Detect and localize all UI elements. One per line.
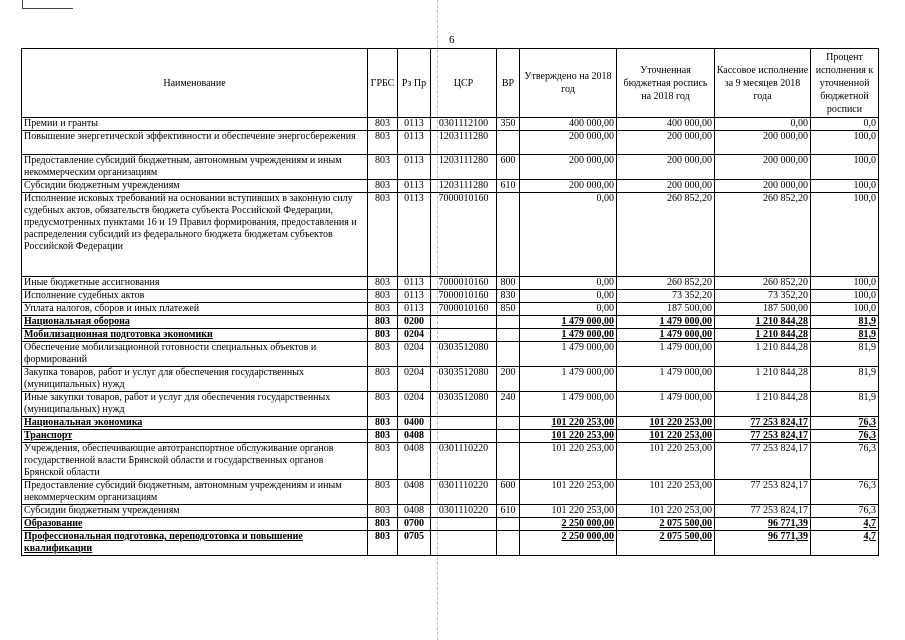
cell-percent: 100,0 — [811, 155, 879, 180]
table-row — [22, 329, 879, 342]
cell-cash: 77 253 824,17 — [715, 430, 811, 443]
cell-approved: 1 479 000,00 — [520, 329, 617, 342]
cell-name: Национальная оборона — [22, 316, 368, 329]
cell-csr — [431, 518, 497, 531]
cell-name: Исполнение исковых требований на основании вступивших в законную силу судебных актов, обязательств бюджета субъекта Российской Федерации, предусмотренных пунктами 16 и 19 Правил формирования, предоставления и распределения субсидий из федерального бюджета бюджетам субъектов Российской Федерации — [22, 193, 368, 277]
cell-cash: 1 210 844,28 — [715, 316, 811, 329]
cell-name: Исполнение судебных актов — [22, 290, 368, 303]
cell-grbs: 803 — [368, 316, 398, 329]
header-percent: Процент исполнения к уточненной бюджетной росписи — [811, 49, 879, 118]
cell-cash: 260 852,20 — [715, 277, 811, 290]
cell-percent: 4,7 — [811, 531, 879, 556]
page-number: 6 — [449, 34, 455, 46]
cell-approved: 1 479 000,00 — [520, 342, 617, 367]
cell-vr: 600 — [497, 480, 520, 505]
cell-rzpr: 0700 — [398, 518, 431, 531]
cell-csr: 1203111280 — [431, 155, 497, 180]
cell-name: Закупка товаров, работ и услуг для обеспечения государственных (муниципальных) нужд — [22, 367, 368, 392]
cell-name: Национальная экономика — [22, 417, 368, 430]
header-name: Наименование — [22, 49, 368, 118]
cell-cash: 1 210 844,28 — [715, 392, 811, 417]
table-row — [22, 367, 879, 392]
cell-cash: 200 000,00 — [715, 180, 811, 193]
cell-csr — [431, 531, 497, 556]
cell-vr: 610 — [497, 505, 520, 518]
cell-name: Обеспечение мобилизационной готовности специальных объектов и формирований — [22, 342, 368, 367]
header-approved: Утверждено на 2018 год — [520, 49, 617, 118]
table-row — [22, 392, 879, 417]
cell-grbs: 803 — [368, 290, 398, 303]
cell-rzpr: 0408 — [398, 443, 431, 480]
table-row — [22, 277, 879, 290]
cell-grbs: 803 — [368, 155, 398, 180]
cell-grbs: 803 — [368, 417, 398, 430]
cell-vr: 350 — [497, 118, 520, 131]
cell-refined: 1 479 000,00 — [617, 367, 715, 392]
cell-cash: 73 352,20 — [715, 290, 811, 303]
table-row — [22, 480, 879, 505]
header-rzpr: Рз Пр — [398, 49, 431, 118]
cell-vr: 830 — [497, 290, 520, 303]
cell-name: Иные бюджетные ассигнования — [22, 277, 368, 290]
cell-name: Повышение энергетической эффективности и обеспечение энергосбережения — [22, 131, 368, 155]
cell-refined: 187 500,00 — [617, 303, 715, 316]
cell-refined: 2 075 500,00 — [617, 531, 715, 556]
cell-name: Уплата налогов, сборов и иных платежей — [22, 303, 368, 316]
cell-refined: 1 479 000,00 — [617, 392, 715, 417]
cell-grbs: 803 — [368, 392, 398, 417]
table-row — [22, 342, 879, 367]
cell-csr: 0303512080 — [431, 367, 497, 392]
header-vr: ВР — [497, 49, 520, 118]
cell-csr: 1203111280 — [431, 131, 497, 155]
table-row — [22, 180, 879, 193]
cell-refined: 101 220 253,00 — [617, 480, 715, 505]
cell-refined: 101 220 253,00 — [617, 417, 715, 430]
cell-cash: 200 000,00 — [715, 155, 811, 180]
cell-vr — [497, 131, 520, 155]
cell-name: Образование — [22, 518, 368, 531]
cell-name: Мобилизационная подготовка экономики — [22, 329, 368, 342]
cell-csr: 7000010160 — [431, 303, 497, 316]
cell-percent: 100,0 — [811, 277, 879, 290]
cell-vr: 200 — [497, 367, 520, 392]
table-row — [22, 155, 879, 180]
table-row — [22, 131, 879, 155]
cell-name: Учреждения, обеспечивающие автотранспортное обслуживание органов государственной власти Брянской области и государственных органов Брянской области — [22, 443, 368, 480]
cell-refined: 101 220 253,00 — [617, 443, 715, 480]
cell-approved: 0,00 — [520, 290, 617, 303]
cell-percent: 76,3 — [811, 430, 879, 443]
cell-vr — [497, 518, 520, 531]
cell-rzpr: 0204 — [398, 329, 431, 342]
cell-grbs: 803 — [368, 531, 398, 556]
cell-name: Предоставление субсидий бюджетным, автономным учреждениям и иным некоммерческим организациям — [22, 480, 368, 505]
cell-csr: 0303512080 — [431, 392, 497, 417]
cell-vr: 240 — [497, 392, 520, 417]
table-row — [22, 417, 879, 430]
cell-grbs: 803 — [368, 303, 398, 316]
cell-csr: 0301110220 — [431, 505, 497, 518]
cell-percent: 0,0 — [811, 118, 879, 131]
cell-rzpr: 0204 — [398, 342, 431, 367]
cell-rzpr: 0113 — [398, 131, 431, 155]
table-row — [22, 316, 879, 329]
cell-cash: 200 000,00 — [715, 131, 811, 155]
cell-refined: 200 000,00 — [617, 131, 715, 155]
cell-rzpr: 0204 — [398, 367, 431, 392]
cell-percent: 81,9 — [811, 392, 879, 417]
cell-refined: 260 852,20 — [617, 277, 715, 290]
cell-percent: 76,3 — [811, 443, 879, 480]
cell-rzpr: 0113 — [398, 155, 431, 180]
table-row — [22, 303, 879, 316]
cell-vr — [497, 316, 520, 329]
cell-grbs: 803 — [368, 277, 398, 290]
cell-csr: 7000010160 — [431, 193, 497, 277]
cell-rzpr: 0400 — [398, 417, 431, 430]
cell-approved: 101 220 253,00 — [520, 480, 617, 505]
cell-name: Премии и гранты — [22, 118, 368, 131]
cell-approved: 1 479 000,00 — [520, 392, 617, 417]
cell-rzpr: 0705 — [398, 531, 431, 556]
cell-csr: 0301110220 — [431, 443, 497, 480]
cell-approved: 200 000,00 — [520, 131, 617, 155]
cell-rzpr: 0113 — [398, 118, 431, 131]
cell-approved: 200 000,00 — [520, 180, 617, 193]
cell-name: Предоставление субсидий бюджетным, автономным учреждениям и иным некоммерческим организациям — [22, 155, 368, 180]
cell-csr: 0301110220 — [431, 480, 497, 505]
cell-csr: 0303512080 — [431, 342, 497, 367]
cell-approved: 200 000,00 — [520, 155, 617, 180]
cell-percent: 81,9 — [811, 329, 879, 342]
cell-percent: 100,0 — [811, 193, 879, 277]
header-refined: Уточненная бюджетная роспись на 2018 год — [617, 49, 715, 118]
cell-grbs: 803 — [368, 505, 398, 518]
cell-grbs: 803 — [368, 518, 398, 531]
cell-cash: 77 253 824,17 — [715, 505, 811, 518]
cell-percent: 100,0 — [811, 303, 879, 316]
cell-vr — [497, 193, 520, 277]
cell-grbs: 803 — [368, 342, 398, 367]
cell-percent: 81,9 — [811, 367, 879, 392]
cell-approved: 0,00 — [520, 303, 617, 316]
cell-grbs: 803 — [368, 193, 398, 277]
cell-csr — [431, 430, 497, 443]
cell-name: Субсидии бюджетным учреждениям — [22, 180, 368, 193]
cell-refined: 73 352,20 — [617, 290, 715, 303]
cell-name: Иные закупки товаров, работ и услуг для обеспечения государственных (муниципальных) нужд — [22, 392, 368, 417]
page-corner-mark — [22, 0, 73, 9]
table-row — [22, 531, 879, 556]
cell-cash: 1 210 844,28 — [715, 367, 811, 392]
cell-approved: 2 250 000,00 — [520, 531, 617, 556]
cell-grbs: 803 — [368, 180, 398, 193]
cell-refined: 200 000,00 — [617, 155, 715, 180]
cell-vr: 850 — [497, 303, 520, 316]
cell-name: Профессиональная подготовка, переподготовка и повышение квалификации — [22, 531, 368, 556]
table-row — [22, 505, 879, 518]
cell-vr — [497, 417, 520, 430]
table-row — [22, 118, 879, 131]
cell-approved: 101 220 253,00 — [520, 505, 617, 518]
cell-vr — [497, 329, 520, 342]
cell-vr — [497, 531, 520, 556]
cell-cash: 260 852,20 — [715, 193, 811, 277]
header-csr: ЦСР — [431, 49, 497, 118]
cell-csr: 7000010160 — [431, 290, 497, 303]
cell-cash: 96 771,39 — [715, 531, 811, 556]
cell-cash: 0,00 — [715, 118, 811, 131]
cell-cash: 96 771,39 — [715, 518, 811, 531]
header-cash: Кассовое исполнение за 9 месяцев 2018 года — [715, 49, 811, 118]
cell-cash: 77 253 824,17 — [715, 443, 811, 480]
cell-approved: 101 220 253,00 — [520, 430, 617, 443]
cell-refined: 260 852,20 — [617, 193, 715, 277]
cell-rzpr: 0408 — [398, 430, 431, 443]
cell-cash: 187 500,00 — [715, 303, 811, 316]
cell-approved: 101 220 253,00 — [520, 417, 617, 430]
cell-percent: 4,7 — [811, 518, 879, 531]
cell-vr: 600 — [497, 155, 520, 180]
cell-cash: 1 210 844,28 — [715, 329, 811, 342]
cell-percent: 100,0 — [811, 131, 879, 155]
budget-table — [21, 48, 879, 556]
cell-approved: 101 220 253,00 — [520, 443, 617, 480]
table-row — [22, 290, 879, 303]
cell-vr — [497, 342, 520, 367]
cell-vr — [497, 443, 520, 480]
cell-vr: 610 — [497, 180, 520, 193]
cell-name: Транспорт — [22, 430, 368, 443]
cell-refined: 200 000,00 — [617, 180, 715, 193]
cell-approved: 0,00 — [520, 193, 617, 277]
cell-percent: 81,9 — [811, 316, 879, 329]
cell-cash: 77 253 824,17 — [715, 417, 811, 430]
cell-cash: 1 210 844,28 — [715, 342, 811, 367]
cell-csr — [431, 417, 497, 430]
cell-rzpr: 0113 — [398, 180, 431, 193]
cell-grbs: 803 — [368, 329, 398, 342]
cell-refined: 101 220 253,00 — [617, 430, 715, 443]
cell-refined: 1 479 000,00 — [617, 329, 715, 342]
cell-approved: 1 479 000,00 — [520, 367, 617, 392]
cell-csr: 7000010160 — [431, 277, 497, 290]
cell-grbs: 803 — [368, 131, 398, 155]
cell-grbs: 803 — [368, 480, 398, 505]
cell-rzpr: 0408 — [398, 505, 431, 518]
cell-percent: 76,3 — [811, 480, 879, 505]
table-row — [22, 193, 879, 277]
cell-approved: 1 479 000,00 — [520, 316, 617, 329]
cell-grbs: 803 — [368, 367, 398, 392]
cell-cash: 77 253 824,17 — [715, 480, 811, 505]
cell-rzpr: 0200 — [398, 316, 431, 329]
cell-vr — [497, 430, 520, 443]
cell-approved: 0,00 — [520, 277, 617, 290]
cell-grbs: 803 — [368, 118, 398, 131]
cell-approved: 2 250 000,00 — [520, 518, 617, 531]
cell-refined: 101 220 253,00 — [617, 505, 715, 518]
cell-rzpr: 0408 — [398, 480, 431, 505]
cell-percent: 100,0 — [811, 180, 879, 193]
cell-grbs: 803 — [368, 430, 398, 443]
cell-refined: 1 479 000,00 — [617, 342, 715, 367]
cell-csr: 1203111280 — [431, 180, 497, 193]
cell-csr — [431, 329, 497, 342]
cell-percent: 76,3 — [811, 505, 879, 518]
table-row — [22, 443, 879, 480]
table-header-row — [22, 49, 879, 118]
cell-csr: 0301112100 — [431, 118, 497, 131]
cell-refined: 2 075 500,00 — [617, 518, 715, 531]
cell-csr — [431, 316, 497, 329]
cell-rzpr: 0113 — [398, 277, 431, 290]
table-row — [22, 518, 879, 531]
cell-name: Субсидии бюджетным учреждениям — [22, 505, 368, 518]
cell-refined: 400 000,00 — [617, 118, 715, 131]
cell-approved: 400 000,00 — [520, 118, 617, 131]
cell-percent: 81,9 — [811, 342, 879, 367]
header-grbs: ГРБС — [368, 49, 398, 118]
cell-grbs: 803 — [368, 443, 398, 480]
cell-percent: 76,3 — [811, 417, 879, 430]
cell-rzpr: 0113 — [398, 290, 431, 303]
cell-rzpr: 0113 — [398, 193, 431, 277]
cell-refined: 1 479 000,00 — [617, 316, 715, 329]
cell-rzpr: 0113 — [398, 303, 431, 316]
cell-vr: 800 — [497, 277, 520, 290]
cell-percent: 100,0 — [811, 290, 879, 303]
table-row — [22, 430, 879, 443]
cell-rzpr: 0204 — [398, 392, 431, 417]
